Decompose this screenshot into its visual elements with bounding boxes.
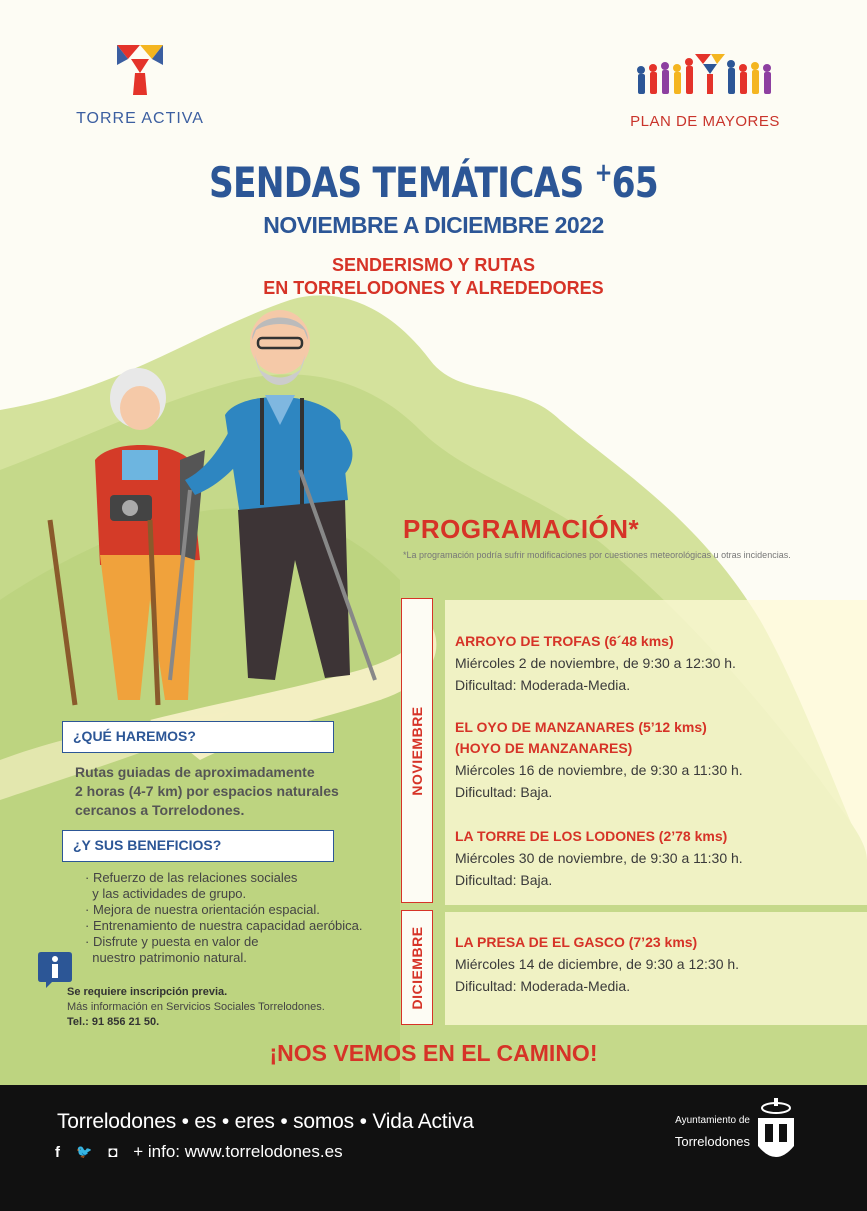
que-haremos-line: Rutas guiadas de aproximadamente: [75, 764, 315, 780]
title-text: SENDAS TEMÁTICAS: [209, 158, 584, 207]
route-item: [455, 826, 743, 891]
route-difficulty: Dificultad: Moderada-Media.: [455, 677, 631, 693]
ayuntamiento-crest-icon: [755, 1098, 797, 1170]
plan-de-mayores-text: PLAN DE MAYORES: [630, 113, 780, 130]
route-item: [455, 932, 739, 997]
route-date: Miércoles 14 de diciembre, de 9:30 a 12:30 h.: [455, 956, 740, 972]
footer-slogan: Torrelodones • es • eres • somos • Vida Activa: [57, 1110, 474, 1133]
torre-activa-text: TORRE ACTIVA: [76, 110, 204, 127]
website-prefix: + info: www.: [133, 1142, 226, 1161]
twitter-icon[interactable]: 🐦: [76, 1144, 93, 1159]
route-difficulty: Dificultad: Baja.: [455, 872, 553, 888]
beneficio-line: · Entrenamiento de nuestra capacidad aeróbica.: [85, 918, 363, 933]
title-number: 65: [611, 158, 658, 207]
route-title: ARROYO DE TROFAS (6´48 kms): [455, 633, 674, 649]
tagline-line-2: EN TORRELODONES Y ALREDEDORES: [263, 278, 604, 298]
website-domain: torrelodones: [225, 1142, 320, 1161]
title-superscript: +: [594, 158, 612, 188]
route-date: Miércoles 2 de noviembre, de 9:30 a 12:30 h.: [455, 655, 736, 671]
tagline: [0, 254, 867, 300]
website-suffix: .es: [319, 1142, 343, 1161]
footer-social-row: [55, 1142, 343, 1162]
senior-hikers-illustration: [30, 300, 400, 710]
route-difficulty: Dificultad: Moderada-Media.: [455, 978, 631, 994]
torre-activa-t-icon: [117, 45, 163, 95]
route-title-secondary: (HOYO DE MANZANARES): [455, 740, 633, 756]
page-title: [78, 158, 789, 207]
closing-message: ¡NOS VEMOS EN EL CAMINO!: [269, 1040, 598, 1066]
route-date: Miércoles 30 de noviembre, de 9:30 a 11:30 h.: [455, 850, 743, 866]
inscripcion-phone: Tel.: 91 856 21 50.: [67, 1016, 160, 1028]
que-haremos-heading: ¿QUÉ HAREMOS?: [62, 721, 334, 753]
route-title: LA PRESA DE EL GASCO (7’23 kms): [455, 934, 698, 950]
website-link[interactable]: [133, 1142, 342, 1162]
people-group-icon: [633, 50, 778, 100]
beneficio-line: nuestro patrimonio natural.: [85, 950, 247, 965]
route-item: [455, 631, 736, 696]
beneficio-line: · Refuerzo de las relaciones sociales: [85, 870, 298, 885]
month-name: DICIEMBRE: [409, 925, 425, 1010]
que-haremos-line: cercanos a Torrelodones.: [75, 802, 245, 818]
beneficios-heading: ¿Y SUS BENEFICIOS?: [62, 830, 334, 862]
programacion-title: PROGRAMACIÓN*: [403, 514, 640, 544]
plan-de-mayores-logo: [615, 50, 795, 130]
programacion-note: *La programación podría sufrir modificaciones por cuestiones meteorológicas u otras incidencias.: [403, 550, 791, 560]
month-label-noviembre: [401, 598, 433, 903]
beneficio-line: · Mejora de nuestra orientación espacial.: [85, 902, 320, 917]
route-title: EL OYO DE MANZANARES (5’12 kms): [455, 719, 707, 735]
month-name: NOVIEMBRE: [409, 705, 425, 796]
month-label-diciembre: [401, 910, 433, 1025]
inscripcion-required: Se requiere inscripción previa.: [67, 986, 228, 998]
inscripcion-more-info: Más información en Servicios Sociales Torrelodones.: [67, 1001, 325, 1013]
tagline-line-1: SENDERISMO Y RUTAS: [331, 255, 536, 275]
beneficio-line: y las actividades de grupo.: [85, 886, 247, 901]
ayuntamiento-label: [640, 1115, 750, 1149]
beneficio-line: · Disfrute y puesta en valor de: [85, 934, 259, 949]
route-date: Miércoles 16 de noviembre, de 9:30 a 11:30 h.: [455, 762, 743, 778]
torre-activa-logo: [60, 45, 220, 130]
route-difficulty: Dificultad: Baja.: [455, 784, 553, 800]
que-haremos-text: [75, 763, 375, 820]
route-title: LA TORRE DE LOS LODONES (2’78 kms): [455, 828, 728, 844]
page-subtitle: NOVIEMBRE A DICIEMBRE 2022: [263, 212, 604, 238]
info-icon: [38, 952, 72, 988]
ayuntamiento-line-1: Ayuntamiento de: [675, 1115, 750, 1126]
inscripcion-info: [67, 985, 325, 1030]
beneficios-list: [85, 870, 363, 966]
instagram-icon[interactable]: ◘: [108, 1143, 118, 1161]
ayuntamiento-line-2: Torrelodones: [674, 1134, 750, 1149]
route-item: [455, 717, 743, 803]
facebook-icon[interactable]: f: [55, 1143, 60, 1161]
que-haremos-line: 2 horas (4-7 km) por espacios naturales: [75, 783, 339, 799]
